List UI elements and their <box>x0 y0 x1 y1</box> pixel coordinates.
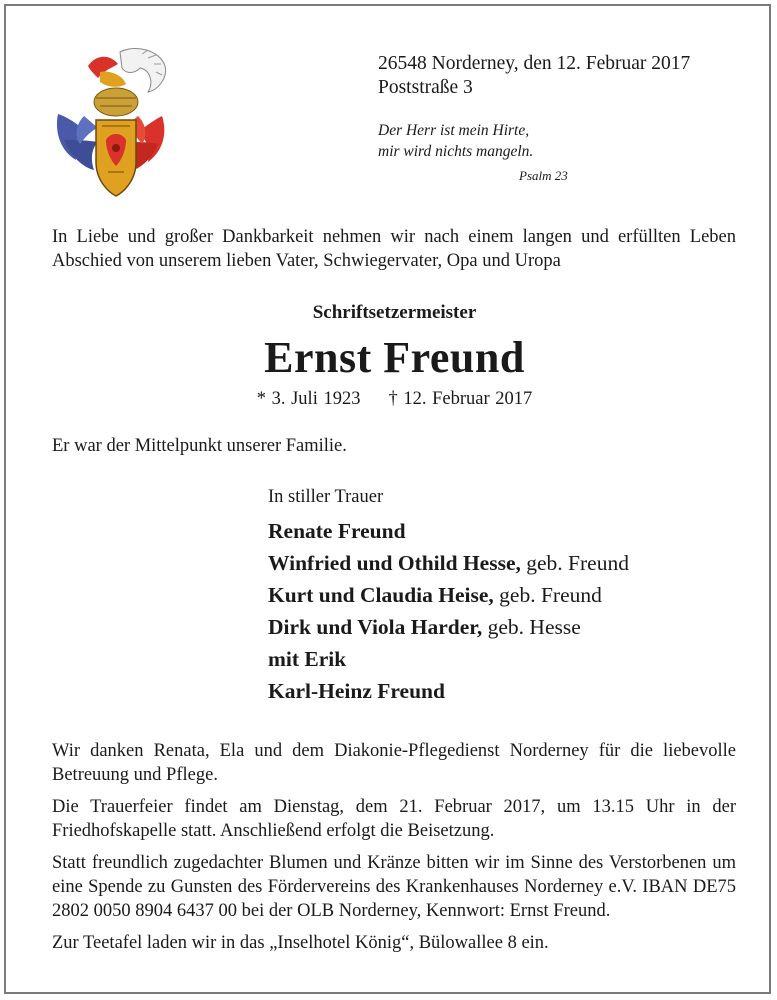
mourners-intro: In stiller Trauer <box>268 487 384 507</box>
thanks-paragraph: Wir danken Renata, Ela und dem Diakonie-Pflegedienst Norderney für die liebevolle Betreuung und Pflege. <box>52 741 736 785</box>
birth-date: * 3. Juli 1923 <box>256 389 361 409</box>
mourner-name: Karl-Heinz Freund <box>268 679 445 703</box>
sender-address <box>378 52 690 100</box>
mourner-entry <box>268 547 629 579</box>
mourner-entry <box>268 579 629 611</box>
deceased-title: Schriftsetzermeister <box>312 302 477 323</box>
street-address: Poststraße 3 <box>378 77 473 98</box>
death-date: † 12. Februar 2017 <box>388 389 533 409</box>
obituary-frame <box>4 4 771 994</box>
mourner-name: Winfried und Othild Hesse, <box>268 551 521 575</box>
mourner-name: Renate Freund <box>268 519 406 543</box>
mourner-entry <box>268 643 629 675</box>
verse-line-1: Der Herr ist mein Hirte, <box>378 122 530 139</box>
mourner-suffix: geb. Hesse <box>482 615 581 639</box>
mourner-entry <box>268 515 629 547</box>
mourners-block <box>268 485 629 707</box>
mourner-entry <box>268 675 629 707</box>
mourner-suffix: geb. Freund <box>493 583 602 607</box>
donation-paragraph: Statt freundlich zugedachter Blumen und Kränze bitten wir im Sinne des Verstorbenen um eine Spende zu Gunsten des Fördervereins des Krankenhauses Norderney e.V. IBAN DE75 2802 0050 8904 6437 00 bei der OLB Norderney, Kennwort: Ernst Freund. <box>52 853 736 921</box>
mourner-entry <box>268 611 629 643</box>
coat-of-arms-icon <box>50 44 172 202</box>
mourner-suffix: geb. Freund <box>520 551 629 575</box>
deceased-name: Ernst Freund <box>264 333 525 382</box>
tribute-line: Er war der Mittelpunkt unserer Familie. <box>52 436 347 456</box>
mourner-name: Kurt und Claudia Heise, <box>268 583 494 607</box>
funeral-paragraph: Die Trauerfeier findet am Dienstag, dem 21. Februar 2017, um 13.15 Uhr in der Friedhofskapelle statt. Anschließend erfolgt die Beisetzung. <box>52 797 736 841</box>
mourner-name: mit Erik <box>268 647 347 671</box>
life-dates <box>6 389 777 410</box>
closing-section <box>52 739 736 963</box>
tea-paragraph: Zur Teetafel laden wir in das „Inselhotel König“, Bülowallee 8 ein. <box>52 933 549 953</box>
verse-source: Psalm 23 <box>519 168 568 183</box>
mourner-name: Dirk und Viola Harder, <box>268 615 483 639</box>
verse-line-2: mir wird nichts mangeln. <box>378 143 534 160</box>
bible-verse <box>378 120 533 162</box>
place-date: 26548 Norderney, den 12. Februar 2017 <box>378 53 691 74</box>
intro-paragraph: In Liebe und großer Dankbarkeit nehmen wir nach einem langen und erfüllten Leben Abschied von unserem lieben Vater, Schwiegervater, Opa und Uropa <box>52 227 736 271</box>
